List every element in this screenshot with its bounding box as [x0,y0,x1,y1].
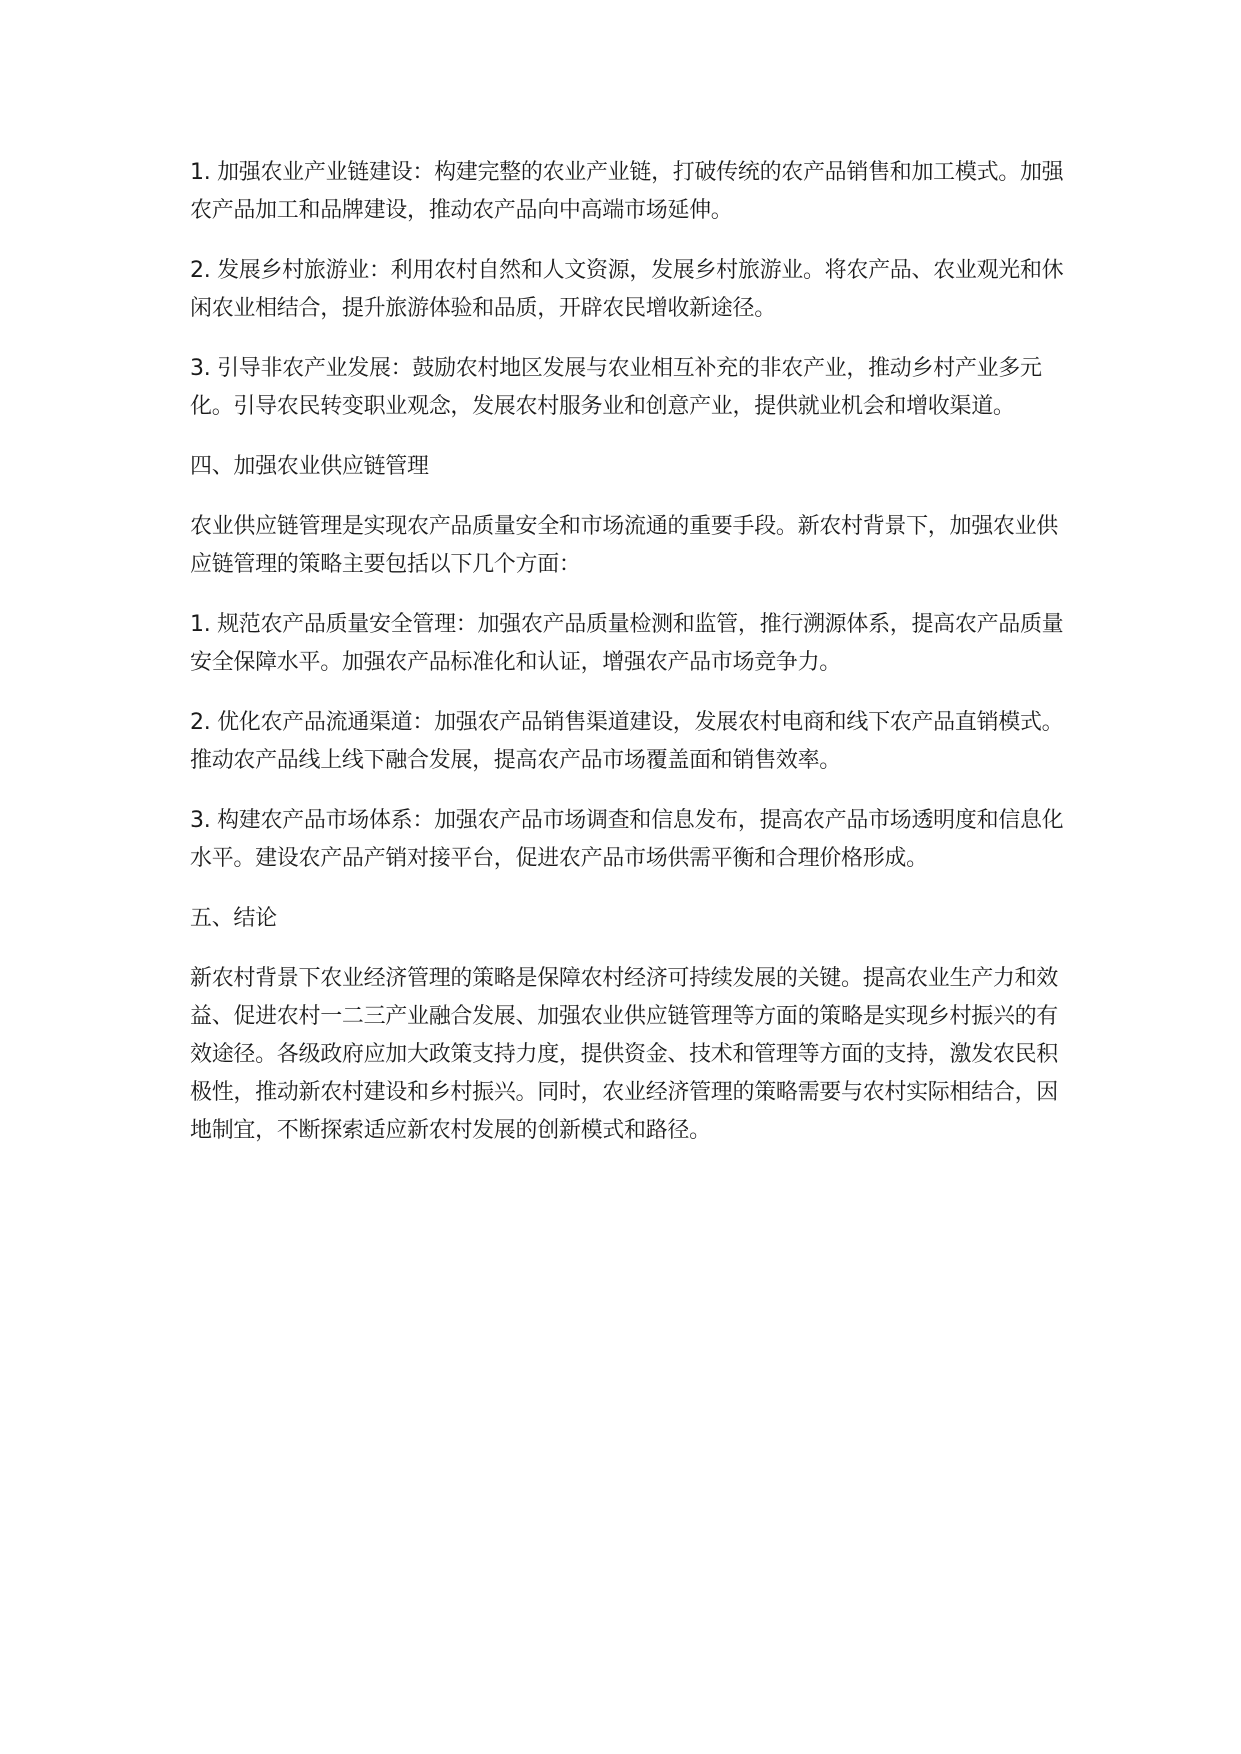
list-item-circulation-channels: 2. 优化农产品流通渠道：加强农产品销售渠道建设，发展农村电商和线下农产品直销模式。推动农产品线上线下融合发展，提高农产品市场覆盖面和销售效率。 [190,710,1064,773]
section-heading-conclusion: 五、结论 [190,906,277,931]
paragraph-conclusion: 新农村背景下农业经济管理的策略是保障农村经济可持续发展的关键。提高农业生产力和效益、促进农村一二三产业融合发展、加强农业供应链管理等方面的策略是实现乡村振兴的有效途径。各级政府应加大政策支持力度，提供资金、技术和管理等方面的支持，激发农民积极性，推动新农村建设和乡村振兴。同时，农业经济管理的策略需要与农村实际相结合，因地制宜，不断探索适应新农村发展的创新模式和路径。 [190,966,1059,1143]
paragraph-supply-chain-intro: 农业供应链管理是实现农产品质量安全和市场流通的重要手段。新农村背景下，加强农业供应链管理的策略主要包括以下几个方面： [190,514,1059,577]
list-item-quality-safety: 1. 规范农产品质量安全管理：加强农产品质量检测和监管，推行溯源体系，提高农产品质量安全保障水平。加强农产品标准化和认证，增强农产品市场竞争力。 [190,612,1064,675]
document-body [190,154,1075,1172]
list-item-industry-chain: 1. 加强农业产业链建设：构建完整的农业产业链，打破传统的农产品销售和加工模式。加强农产品加工和品牌建设，推动农产品向中高端市场延伸。 [190,160,1064,223]
list-item-non-agri-industry: 3. 引导非农产业发展：鼓励农村地区发展与农业相互补充的非农产业，推动乡村产业多元化。引导农民转变职业观念，发展农村服务业和创意产业，提供就业机会和增收渠道。 [190,356,1042,419]
section-heading-supply-chain: 四、加强农业供应链管理 [190,454,429,479]
list-item-market-system: 3. 构建农产品市场体系：加强农产品市场调查和信息发布，提高农产品市场透明度和信息化水平。建设农产品产销对接平台，促进农产品市场供需平衡和合理价格形成。 [190,808,1064,871]
list-item-rural-tourism: 2. 发展乡村旅游业：利用农村自然和人文资源，发展乡村旅游业。将农产品、农业观光和休闲农业相结合，提升旅游体验和品质，开辟农民增收新途径。 [190,258,1064,321]
